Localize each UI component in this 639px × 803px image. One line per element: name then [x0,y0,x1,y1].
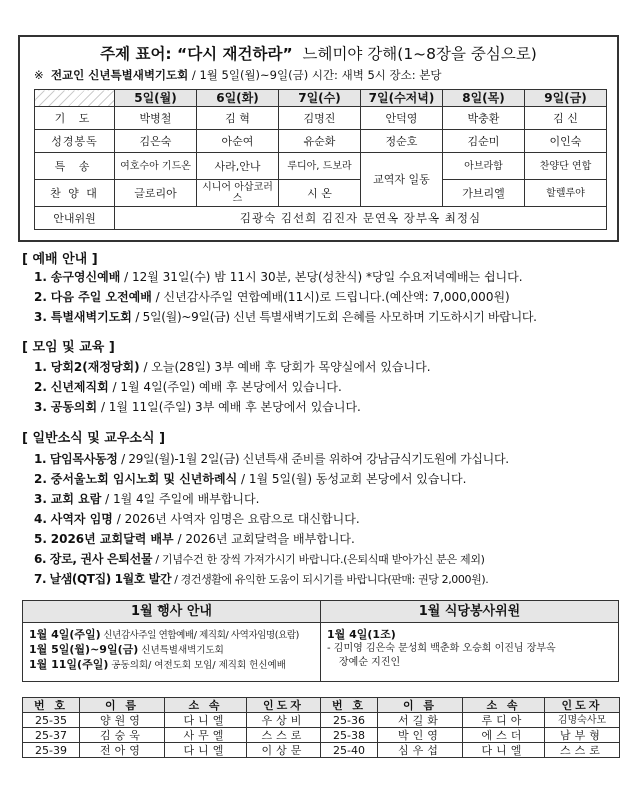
event-line [34,67,442,83]
member-guide: 김명숙사모 [545,713,620,728]
monthly-event-item: 1월 5일(월)~9일(금) 신년특별새벽기도회 [29,643,224,656]
member-number: 25-37 [23,728,80,743]
col-header: 소 속 [463,698,545,713]
kitchen-names: 장예순 지진인 [339,657,401,668]
role-label: 특 송 [35,153,115,180]
kitchen-names: - 김미영 김은숙 문성희 백춘화 오승희 이진님 장부옥 [327,643,556,654]
monthly-events-title: 1월 행사 안내 [23,601,320,623]
day-header: 8일(목) [443,90,525,107]
schedule-cell: 김 신 [525,107,607,130]
schedule-cell: 가브리엘 [443,180,525,207]
col-header: 인도자 [545,698,620,713]
day-header: 7일(수) [279,90,361,107]
notice-item: 7. 날샘(QT집) 1월호 발간 / 경건생활에 유익한 도움이 되시기를 바랍니다(판매: 권당 2,000원). [34,572,489,586]
table-row [23,713,620,728]
col-header: 이 름 [80,698,165,713]
schedule-cell: 글로리아 [115,180,197,207]
schedule-cell: 사라,안나 [197,153,279,180]
theme-sub: 느헤미야 강해(1~8장을 중심으로) [302,45,537,63]
prayer-schedule-table [34,89,607,230]
member-number: 25-40 [321,743,378,758]
member-group: 다니엘 [165,743,247,758]
table-row [23,728,620,743]
day-header: 9일(금) [525,90,607,107]
role-label: 찬 양 대 [35,180,115,207]
member-guide: 남부형 [545,728,620,743]
schedule-cell: 정순호 [361,130,443,153]
member-name: 전아영 [80,743,165,758]
monthly-event-item: 1월 4일(주일) 신년감사주일 연합예배/ 제직회/ 사역자임명(요람) [29,628,299,641]
theme-line [20,42,617,64]
schedule-cell: 박병철 [115,107,197,130]
notice-item: 2. 신년제직회 / 1월 4일(주일) 예배 후 본당에서 있습니다. [34,380,342,394]
member-number: 25-35 [23,713,80,728]
monthly-events [23,601,321,681]
member-group: 에스더 [463,728,545,743]
event-detail: / 1월 5일(월)~9일(금) 시간: 새벽 5시 장소: 본당 [191,68,442,82]
member-group: 사무엘 [165,728,247,743]
member-number: 25-38 [321,728,378,743]
member-guide: 우상비 [247,713,321,728]
ushers-names: 김광숙 김선희 김진자 문연옥 장부옥 최정심 [115,207,607,230]
merged-schedule-cell: 교역자 일동 [361,153,443,207]
ushers-label: 안내위원 [35,207,115,230]
notice-item: 1. 담임목사동정 / 29일(월)-1월 2일(금) 신년특새 준비를 위하여 강남금식기도원에 가십니다. [34,452,509,466]
schedule-cell: 김순미 [443,130,525,153]
notice-item: 6. 장로, 권사 은퇴선물 / 기념수건 한 장씩 가져가시기 바랍니다.(은퇴식때 받아가신 분은 제외) [34,552,485,566]
monthly-event-item: 1월 11일(주일) 공동의회/ 여전도회 모임/ 제직회 헌신예배 [29,658,286,671]
member-name: 서길화 [378,713,463,728]
monthly-info-box [22,600,619,682]
schedule-cell: 시 온 [279,180,361,207]
col-header: 이 름 [378,698,463,713]
member-name: 박인영 [378,728,463,743]
prayer-meeting-box [18,35,619,242]
kitchen-date: 1월 4일(1조) [327,628,396,641]
notice-item: 5. 2026년 교회달력 배부 / 2026년 교회달력을 배부합니다. [34,532,355,546]
member-group: 다니엘 [463,743,545,758]
schedule-cell: 여호수아 기드온 [115,153,197,180]
section-title-news: [ 일반소식 및 교우소식 ] [22,431,166,446]
kitchen-volunteers-title: 1월 식당봉사위원 [321,601,618,623]
member-group: 루디아 [463,713,545,728]
corner-cell [35,90,115,107]
member-guide: 이상문 [247,743,321,758]
schedule-cell: 할렐루야 [525,180,607,207]
member-name: 양원영 [80,713,165,728]
col-header: 번 호 [23,698,80,713]
col-header: 인도자 [247,698,321,713]
schedule-cell: 시니어 아삽코러스 [197,180,279,207]
member-group: 다니엘 [165,713,247,728]
notice-item: 2. 다음 주일 오전예배 / 신년감사주일 연합예배(11시)로 드립니다.(예산액: 7,000,000원) [34,290,510,304]
day-header: 7일(수저녁) [361,90,443,107]
schedule-cell: 김은숙 [115,130,197,153]
role-label: 성경봉독 [35,130,115,153]
col-header: 소 속 [165,698,247,713]
member-number: 25-39 [23,743,80,758]
schedule-cell: 이인숙 [525,130,607,153]
day-header: 6일(화) [197,90,279,107]
notice-item: 2. 중서울노회 임시노회 및 신년하례식 / 1월 5일(월) 동성교회 본당에서 있습니다. [34,472,467,486]
member-name: 김숭욱 [80,728,165,743]
schedule-cell: 박충환 [443,107,525,130]
notice-item: 3. 특별새벽기도회 / 5일(월)~9일(금) 신년 특별새벽기도회 은혜를 사모하며 기도하시기 바랍니다. [34,310,537,324]
schedule-cell: 아브라함 [443,153,525,180]
schedule-cell: 유순화 [279,130,361,153]
notice-item: 1. 송구영신예배 / 12월 31일(수) 밤 11시 30분, 본당(성찬식) *당일 수요저녁예배는 쉽니다. [34,270,523,284]
schedule-cell: 김 혁 [197,107,279,130]
event-title: 전교인 신년특별새벽기도회 [50,68,189,82]
note-mark: ※ [34,68,44,82]
member-guide: 스스로 [247,728,321,743]
schedule-cell: 루디아, 드보라 [279,153,361,180]
section-title-meetings: [ 모임 및 교육 ] [22,340,115,355]
notice-item: 4. 사역자 임명 / 2026년 사역자 임명은 요람으로 대신합니다. [34,512,360,526]
new-members-table [22,697,620,758]
col-header: 번 호 [321,698,378,713]
schedule-cell: 아순여 [197,130,279,153]
section-title-worship: [ 예배 안내 ] [22,252,98,267]
day-header: 5일(월) [115,90,197,107]
notice-item: 3. 공동의회 / 1월 11일(주일) 3부 예배 후 본당에서 있습니다. [34,400,361,414]
member-name: 심우섭 [378,743,463,758]
schedule-cell: 안덕영 [361,107,443,130]
schedule-cell: 김명진 [279,107,361,130]
role-label: 기 도 [35,107,115,130]
kitchen-volunteers [321,601,618,681]
member-number: 25-36 [321,713,378,728]
notice-item: 3. 교회 요람 / 1월 4일 주일에 배부합니다. [34,492,260,506]
theme-label: 주제 표어: “다시 재건하라” [100,45,293,63]
member-guide: 스스로 [545,743,620,758]
notice-item: 1. 당회2(재정당회) / 오늘(28일) 3부 예배 후 당회가 목양실에서 있습니다. [34,360,431,374]
schedule-cell: 찬양단 연합 [525,153,607,180]
table-row [23,743,620,758]
